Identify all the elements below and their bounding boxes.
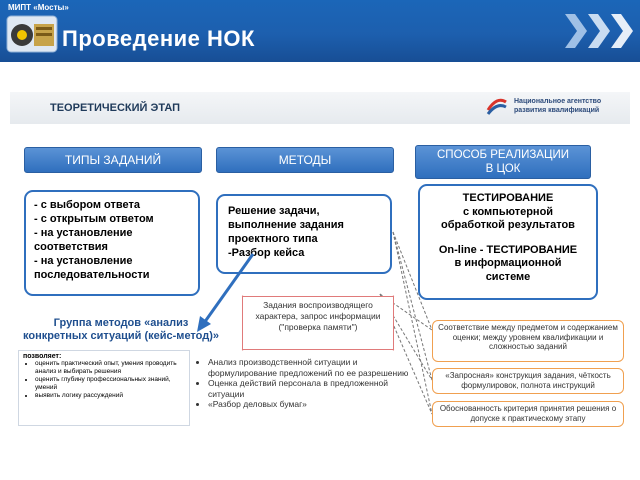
criteria-box: Обоснованность критерия принятия решения о допуске к практическому этапу [432, 401, 624, 427]
allows-title: позволяет: [23, 353, 62, 360]
task-type-item: - на установление последовательности [34, 255, 150, 281]
list-item: • Анализ производственной ситуации и формулирование предложений по ее разрешению [208, 357, 418, 378]
list-item: • оценить глубину профессиональных знаний, умений [35, 376, 185, 392]
criteria-box: Соответствие между предметом и содержанием оценки; между уровнем квалификации и сложностью заданий [432, 320, 624, 362]
implementation-item: On-line - ТЕСТИРОВАНИЕ [438, 243, 578, 256]
criteria-box: «Запросная» конструкция задания, чёткость формулировок, полнота инструкций [432, 368, 624, 394]
header-task-types: ТИПЫ ЗАДАНИЙ [24, 147, 202, 173]
logo-text: МИПТ «Мосты» [8, 3, 69, 12]
implementation-item: ТЕСТИРОВАНИЕ [462, 192, 554, 204]
list-item: • «Разбор деловых бумаг» [208, 399, 418, 410]
implementation-item: обработкой результатов [441, 219, 575, 231]
list-item: • оценить практический опыт, умения проводить анализ и выбирать решения [35, 360, 185, 376]
case-method-line: конкретных ситуаций (кейс-метод)» [22, 330, 219, 342]
implementation-item: в информационной [454, 257, 562, 269]
header-implementation-line1: СПОСОБ РЕАЛИЗАЦИИ [437, 149, 569, 161]
agency-name: Национальное агентство развития квалификаций [514, 98, 602, 114]
analysis-list [196, 357, 418, 410]
implementation-item: с компьютерной [462, 205, 554, 218]
list-item: • Оценка действий персонала в предложенной ситуации [208, 378, 418, 399]
reproductive-note: Задания воспроизводящего характера, запрос информации ("проверка памяти") [242, 296, 394, 350]
task-type-item: - с открытым ответом [34, 213, 154, 225]
task-type-item: - с выбором ответа [34, 199, 140, 211]
header-implementation-line2: В ЦОК [485, 163, 521, 175]
stage-title: ТЕОРЕТИЧЕСКИЙ ЭТАП [50, 102, 181, 114]
implementation-item: системе [485, 270, 531, 283]
case-method-title [16, 317, 226, 343]
method-item: Решение задачи, выполнение задания проектного типа [228, 205, 344, 245]
list-item: • выявить логику рассуждений [35, 392, 185, 400]
case-method-line: Группа методов «анализ [53, 317, 189, 329]
page-title: Проведение НОК [62, 26, 255, 51]
allows-box [18, 350, 190, 426]
header-methods: МЕТОДЫ [216, 147, 394, 173]
method-item: -Разбор кейса [228, 247, 305, 259]
task-type-item: - на установление соответствия [34, 227, 133, 253]
